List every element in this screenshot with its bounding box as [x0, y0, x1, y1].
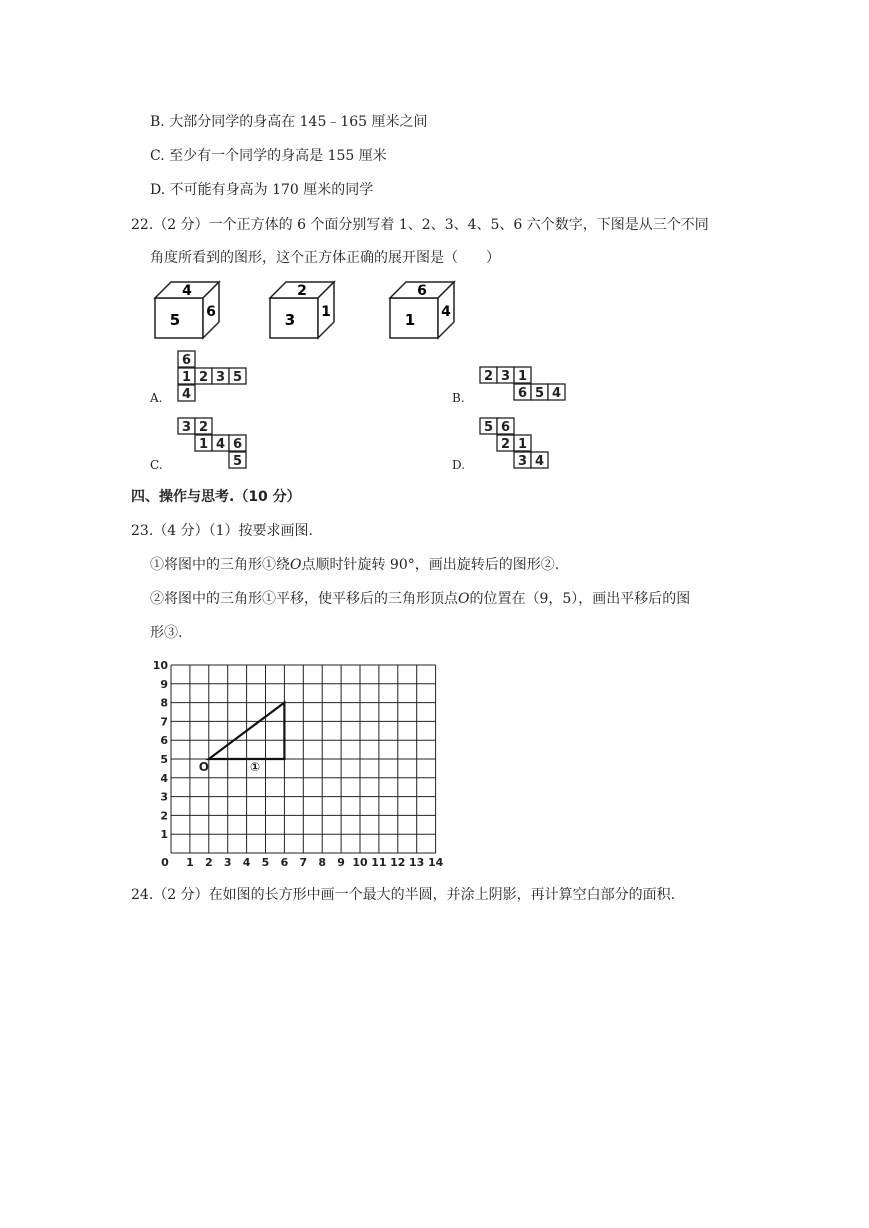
q21-option-d: D. 不可能有身高为 170 厘米的同学	[150, 182, 374, 198]
svg-text:4: 4	[551, 386, 562, 401]
net-b-label[interactable]: B.	[452, 391, 465, 405]
cube2-front-number: 3	[284, 311, 296, 329]
x-tick-label: 8	[318, 856, 327, 869]
svg-text:1: 1	[517, 369, 528, 384]
x-tick-label: 5	[261, 856, 270, 869]
x-tick-label: 11	[371, 856, 387, 869]
svg-text:2: 2	[483, 369, 494, 384]
svg-text:5: 5	[232, 370, 243, 385]
svg-text:1: 1	[198, 437, 209, 452]
y-tick-label: 2	[160, 809, 168, 823]
point-o-label: O	[198, 760, 210, 774]
net-b[interactable]	[478, 365, 568, 403]
cube2-top-number: 2	[297, 283, 307, 299]
x-tick-label: 3	[223, 856, 232, 869]
q22-cube-views	[150, 278, 470, 342]
x-tick-label: 7	[299, 856, 308, 869]
q21-option-b: B. 大部分同学的身高在 145﹣165 厘米之间	[150, 114, 428, 130]
cube3-side-number: 4	[441, 304, 451, 320]
svg-text:5: 5	[534, 386, 545, 401]
triangle-1-label: ①	[250, 760, 261, 775]
svg-text:3: 3	[517, 454, 528, 469]
section4-heading: 四、操作与思考.（10 分）	[131, 489, 301, 505]
cube-view-3	[390, 282, 454, 338]
x-tick-label: 4	[242, 856, 251, 869]
y-tick-label: 3	[160, 790, 168, 804]
x-tick-label: 12	[390, 856, 406, 869]
y-tick-label: 5	[160, 753, 168, 766]
net-c[interactable]	[176, 416, 248, 471]
x-tick-label: 14	[427, 856, 444, 869]
cube2-side-number: 1	[321, 304, 331, 320]
cube1-side-number: 6	[206, 304, 216, 320]
svg-text:5: 5	[232, 454, 243, 469]
svg-text:6: 6	[500, 420, 511, 435]
y-tick-label: 10	[152, 659, 168, 672]
svg-text:1: 1	[517, 437, 528, 452]
cube1-top-number: 4	[182, 283, 192, 299]
x-tick-label: 6	[280, 856, 289, 869]
y-tick-label: 7	[160, 715, 168, 729]
q23-coordinate-grid	[140, 655, 460, 875]
q22-text-line1: 22.（2 分）一个正方体的 6 个面分别写着 1、2、3、4、5、6 六个数字，下图是从三个不同	[131, 217, 709, 233]
svg-text:2: 2	[500, 437, 511, 452]
cube3-front-number: 1	[404, 311, 416, 329]
svg-text:6: 6	[517, 386, 528, 401]
y-tick-label: 6	[160, 734, 168, 748]
svg-text:4: 4	[181, 387, 192, 402]
net-d[interactable]	[478, 416, 550, 471]
svg-text:4: 4	[215, 437, 226, 452]
svg-text:6: 6	[232, 437, 243, 452]
svg-text:4: 4	[534, 454, 545, 469]
net-a-label[interactable]: A.	[150, 391, 163, 405]
svg-text:3: 3	[500, 369, 511, 384]
q24-text-line1: 24.（2 分）在如图的长方形中画一个最大的半圆，并涂上阴影，再计算空白部分的面积.	[131, 887, 676, 903]
x-tick-label: 0	[161, 856, 169, 869]
cube1-front-number: 5	[169, 311, 181, 329]
q21-option-c: C. 至少有一个同学的身高是 155 厘米	[150, 148, 387, 164]
x-tick-label: 1	[186, 856, 194, 869]
cube3-top-number: 6	[417, 283, 427, 299]
q23-text-line3: ②将图中的三角形①平移，使平移后的三角形顶点O的位置在（9，5），画出平移后的图	[150, 591, 691, 607]
x-tick-label: 13	[409, 856, 425, 869]
q23-text-line2: ①将图中的三角形①绕O点顺时针旋转 90°，画出旋转后的图形②.	[150, 557, 560, 573]
svg-text:1: 1	[181, 370, 192, 385]
q22-text-line2: 角度所看到的图形，这个正方体正确的展开图是（ ）	[150, 250, 500, 266]
y-tick-label: 4	[160, 771, 168, 785]
cube-view-2	[270, 282, 334, 338]
q23-text-line4: 形③.	[150, 625, 183, 641]
cube-view-1	[155, 282, 219, 338]
x-tick-label: 10	[352, 856, 368, 869]
y-tick-label: 9	[160, 677, 168, 691]
y-tick-label: 8	[160, 696, 168, 710]
net-d-label[interactable]: D.	[452, 458, 466, 472]
q23-text-line1: 23.（4 分）（1）按要求画图.	[131, 523, 313, 539]
net-a[interactable]	[176, 350, 248, 404]
svg-text:2: 2	[198, 370, 209, 385]
svg-text:5: 5	[483, 420, 494, 435]
y-tick-label: 1	[160, 828, 168, 842]
svg-text:3: 3	[215, 370, 226, 385]
x-tick-label: 9	[337, 856, 345, 869]
x-tick-label: 2	[204, 856, 213, 869]
svg-text:6: 6	[181, 353, 192, 368]
svg-text:3: 3	[181, 420, 192, 435]
svg-text:2: 2	[198, 420, 209, 435]
net-c-label[interactable]: C.	[150, 458, 163, 472]
